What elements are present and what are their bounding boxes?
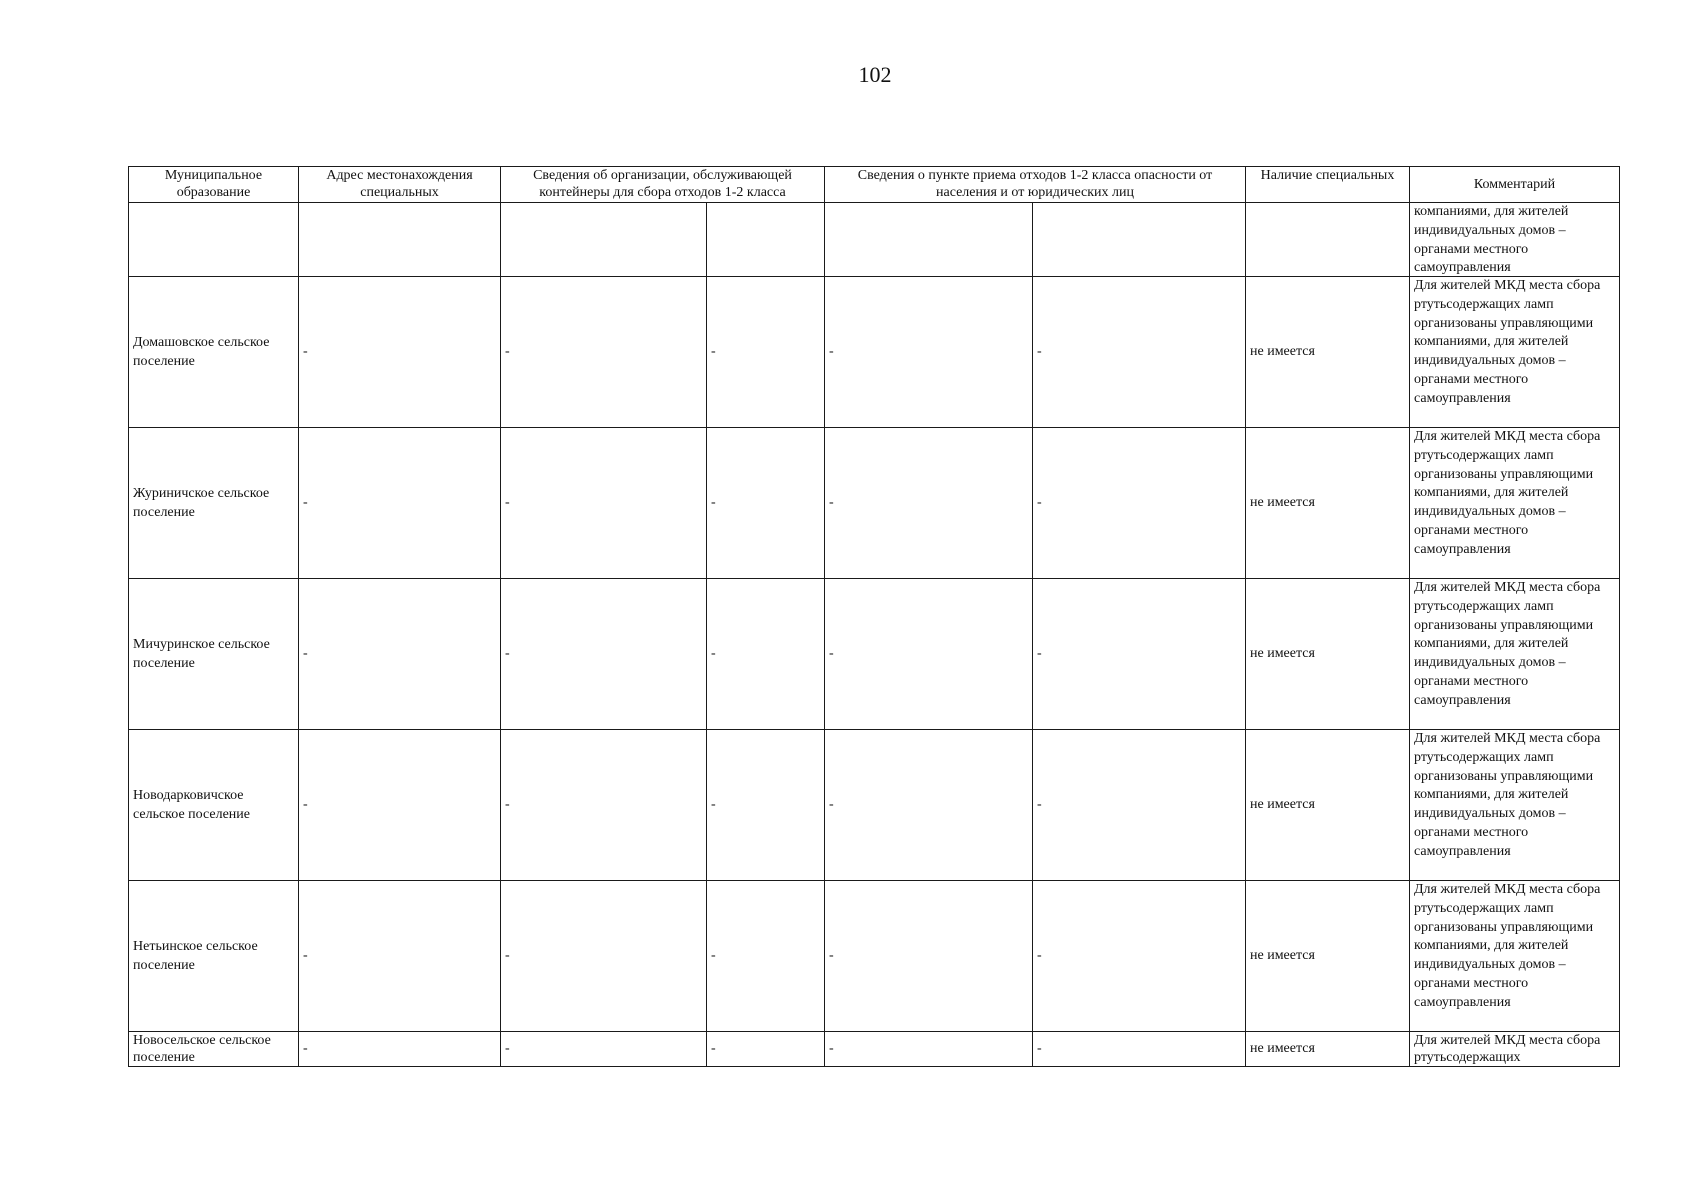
cell-empty (501, 203, 707, 277)
cell-collection-point: - (825, 579, 1033, 730)
table-row (129, 881, 1620, 1032)
cell-comment: Для жителей МКД места сбора ртутьсодержащих ламп организованы управляющими компаниями, для жителей индивидуальных домов – органами местного самоуправления (1410, 428, 1620, 579)
cell-empty (129, 203, 299, 277)
cell-organization: - (501, 1032, 707, 1067)
cell-collection-point: - (825, 730, 1033, 881)
cell-empty (299, 203, 501, 277)
cell-address: - (299, 579, 501, 730)
cell-collection-point: - (825, 428, 1033, 579)
cell-organization: - (501, 730, 707, 881)
cell-empty (1246, 203, 1410, 277)
cell-collection-point: - (825, 1032, 1033, 1067)
cell-empty (1033, 203, 1246, 277)
cell-organization-extra: - (707, 730, 825, 881)
header-availability: Наличие специальных (1246, 167, 1410, 203)
cell-address: - (299, 1032, 501, 1067)
cell-collection-point-extra: - (1033, 1032, 1246, 1067)
cell-collection-point-extra: - (1033, 579, 1246, 730)
cell-municipality: Журиничское сельское поселение (129, 428, 299, 579)
cell-organization: - (501, 579, 707, 730)
cell-collection-point-extra: - (1033, 277, 1246, 428)
cell-collection-point-extra: - (1033, 730, 1246, 881)
cell-address: - (299, 277, 501, 428)
header-address: Адрес местонахождения специальных (299, 167, 501, 203)
cell-municipality: Новосельское сельское поселение (129, 1032, 299, 1067)
header-comment: Комментарий (1410, 167, 1620, 203)
cell-address: - (299, 428, 501, 579)
cell-comment: Для жителей МКД места сбора ртутьсодержащих ламп организованы управляющими компаниями, для жителей индивидуальных домов – органами местного самоуправления (1410, 881, 1620, 1032)
table-row (129, 277, 1620, 428)
cell-municipality: Новодарковичское сельское поселение (129, 730, 299, 881)
header-organization: Сведения об организации, обслуживающей контейнеры для сбора отходов 1-2 класса (501, 167, 825, 203)
cell-organization-extra: - (707, 881, 825, 1032)
cell-organization-extra: - (707, 277, 825, 428)
cell-municipality: Мичуринское сельское поселение (129, 579, 299, 730)
header-collection-point: Сведения о пункте приема отходов 1-2 класса опасности от населения и от юридических лиц (825, 167, 1246, 203)
table-row (129, 1032, 1620, 1067)
cell-municipality: Домашовское сельское поселение (129, 277, 299, 428)
cell-availability: не имеется (1246, 428, 1410, 579)
table-row-continuation (129, 203, 1620, 277)
cell-comment: Для жителей МКД места сбора ртутьсодержащих ламп организованы управляющими компаниями, для жителей индивидуальных домов – органами местного самоуправления (1410, 730, 1620, 881)
cell-availability: не имеется (1246, 881, 1410, 1032)
waste-collection-table (128, 166, 1620, 1067)
cell-organization-extra: - (707, 428, 825, 579)
cell-organization: - (501, 881, 707, 1032)
cell-comment: компаниями, для жителей индивидуальных домов – органами местного самоуправления (1410, 203, 1620, 277)
cell-collection-point-extra: - (1033, 881, 1246, 1032)
cell-availability: не имеется (1246, 1032, 1410, 1067)
cell-empty (825, 203, 1033, 277)
page-number: 102 (858, 62, 892, 87)
table-header-row (129, 167, 1620, 203)
cell-comment: Для жителей МКД места сбора ртутьсодержащих ламп организованы управляющими компаниями, для жителей индивидуальных домов – органами местного самоуправления (1410, 579, 1620, 730)
cell-address: - (299, 881, 501, 1032)
cell-organization: - (501, 428, 707, 579)
cell-empty (707, 203, 825, 277)
header-municipality: Муниципальное образование (129, 167, 299, 203)
cell-municipality: Нетьинское сельское поселение (129, 881, 299, 1032)
table-row (129, 579, 1620, 730)
cell-comment: Для жителей МКД места сбора ртутьсодержащих ламп организованы управляющими компаниями, для жителей индивидуальных домов – органами местного самоуправления (1410, 277, 1620, 428)
cell-organization-extra: - (707, 1032, 825, 1067)
cell-comment: Для жителей МКД места сбора ртутьсодержащих (1410, 1032, 1620, 1067)
table-row (129, 730, 1620, 881)
cell-collection-point: - (825, 277, 1033, 428)
cell-organization: - (501, 277, 707, 428)
cell-availability: не имеется (1246, 277, 1410, 428)
cell-address: - (299, 730, 501, 881)
cell-availability: не имеется (1246, 730, 1410, 881)
cell-collection-point-extra: - (1033, 428, 1246, 579)
table-row (129, 428, 1620, 579)
cell-availability: не имеется (1246, 579, 1410, 730)
cell-collection-point: - (825, 881, 1033, 1032)
cell-organization-extra: - (707, 579, 825, 730)
